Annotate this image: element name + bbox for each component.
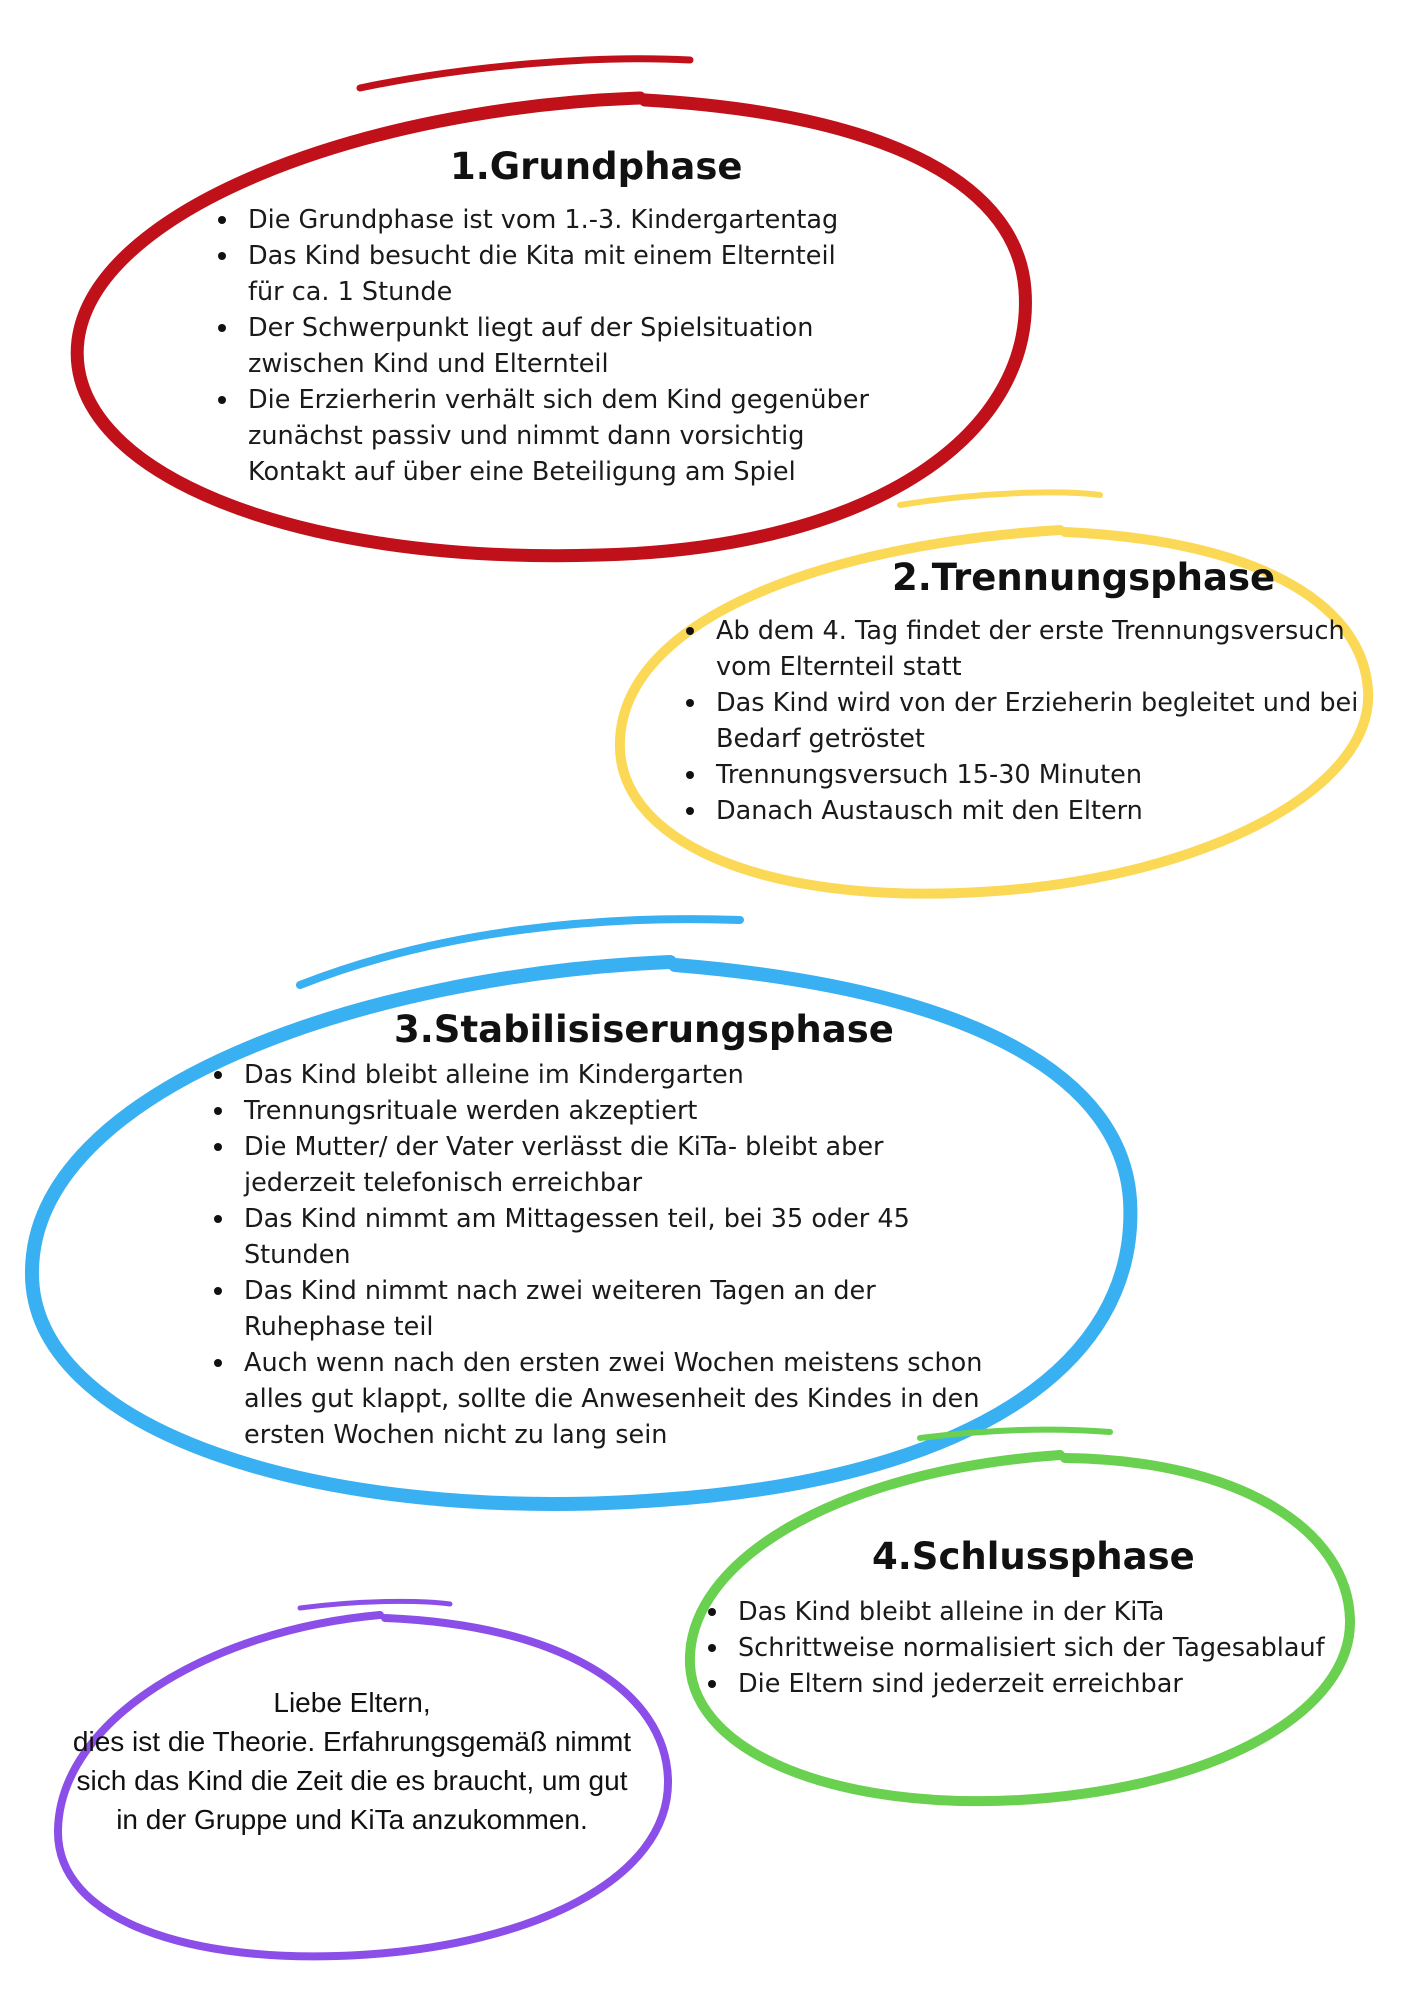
trennungsphase-title: 2.Trennungsphase bbox=[892, 556, 1276, 599]
list-item: Trennungsrituale werden akzeptiert bbox=[210, 1093, 970, 1129]
grundphase-title: 1.Grundphase bbox=[450, 145, 743, 188]
list-item: Auch wenn nach den ersten zwei Wochen meistens schon alles gut klappt, sollte die Anwesenheit des Kindes in den ersten Wochen nicht zu lang sein bbox=[210, 1345, 1000, 1453]
list-item: Trennungsversuch 15-30 Minuten bbox=[682, 757, 1362, 793]
stabilisierungsphase-list bbox=[210, 1057, 983, 1453]
stabilisierungsphase-section bbox=[210, 1008, 983, 1453]
list-item: Das Kind nimmt am Mittagessen teil, bei 35 oder 45 Stunden bbox=[210, 1201, 924, 1273]
note-text: dies ist die Theorie. Erfahrungsgemäß nimmt sich das Kind die Zeit die es braucht, um gut in der Gruppe und KiTa anzukommen. bbox=[72, 1726, 632, 1835]
schlussphase-title: 4.Schlussphase bbox=[872, 1535, 1195, 1578]
list-item: Der Schwerpunkt liegt auf der Spielsituation zwischen Kind und Elternteil bbox=[214, 310, 848, 382]
schlussphase-section bbox=[704, 1535, 1344, 1702]
list-item: Die Mutter/ der Vater verlässt die KiTa- bleibt aber jederzeit telefonisch erreichbar bbox=[210, 1129, 944, 1201]
list-item: Schrittweise normalisiert sich der Tagesablauf bbox=[704, 1630, 1344, 1666]
list-item: Das Kind besucht die Kita mit einem Elternteil für ca. 1 Stunde bbox=[214, 238, 838, 310]
list-item: Das Kind bleibt alleine in der KiTa bbox=[704, 1594, 1344, 1630]
grundphase-list bbox=[214, 202, 894, 490]
list-item: Die Grundphase ist vom 1.-3. Kindergartentag bbox=[214, 202, 894, 238]
list-item: Danach Austausch mit den Eltern bbox=[682, 793, 1362, 829]
list-item: Das Kind bleibt alleine im Kindergarten bbox=[210, 1057, 970, 1093]
schlussphase-list bbox=[704, 1594, 1344, 1702]
trennungsphase-section bbox=[682, 556, 1362, 829]
list-item: Das Kind nimmt nach zwei weiteren Tagen an der Ruhephase teil bbox=[210, 1273, 924, 1345]
parents-note bbox=[72, 1683, 632, 1839]
list-item: Ab dem 4. Tag findet der erste Trennungsversuch vom Elternteil statt bbox=[682, 613, 1356, 685]
stabilisierungsphase-title: 3.Stabilisiserungsphase bbox=[394, 1008, 894, 1051]
list-item: Die Erzierherin verhält sich dem Kind gegenüber zunächst passiv und nimmt dann vorsichtig Kontakt auf über eine Beteiligung am Spiel bbox=[214, 382, 878, 490]
note-greeting: Liebe Eltern, bbox=[273, 1687, 431, 1718]
grundphase-section bbox=[214, 145, 894, 490]
list-item: Die Eltern sind jederzeit erreichbar bbox=[704, 1666, 1344, 1702]
trennungsphase-list bbox=[682, 613, 1362, 829]
list-item: Das Kind wird von der Erzieherin begleitet und bei Bedarf getröstet bbox=[682, 685, 1376, 757]
